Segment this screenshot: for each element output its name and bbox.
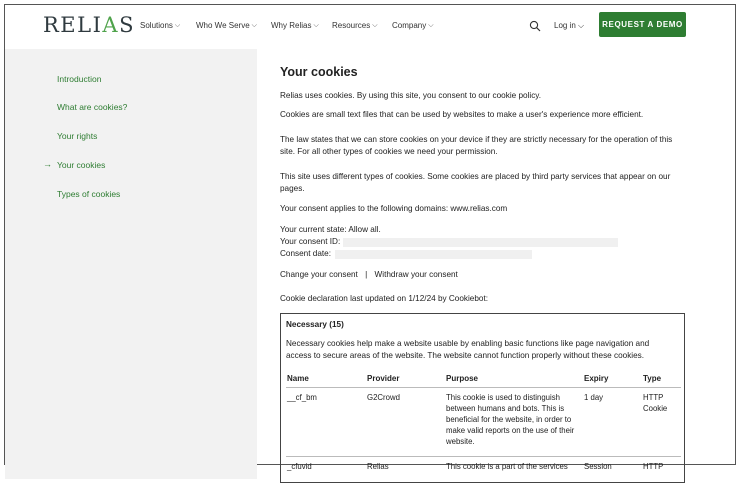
necessary-cookies-panel bbox=[280, 313, 685, 483]
chevron-down-icon: ⌵ bbox=[251, 21, 257, 29]
declaration-text: Cookie declaration last updated on 1/12/24 by Cookiebot: bbox=[280, 294, 489, 303]
consent-state: Your current state: Allow all. bbox=[280, 225, 381, 234]
row2-type: HTTP bbox=[643, 462, 664, 471]
paragraph-domains: Your consent applies to the following domains: www.relias.com bbox=[280, 204, 508, 213]
row1-purpose: This cookie is used to distinguish between humans and bots. This is beneficial for the website, in order to make valid reports on the use of their website. bbox=[446, 393, 575, 446]
nav-why-relias[interactable] bbox=[271, 21, 319, 30]
chevron-down-icon: ⌵ bbox=[174, 21, 181, 29]
column-header-purpose: Purpose bbox=[446, 374, 479, 383]
row2-provider[interactable]: Relias bbox=[367, 462, 389, 471]
consent-id-value-redacted bbox=[343, 238, 618, 247]
sidebar-item-introduction[interactable]: Introduction bbox=[57, 74, 102, 84]
row2-name: _cfuvid bbox=[287, 462, 312, 471]
search-icon[interactable] bbox=[529, 20, 541, 32]
sidebar-item-your-rights[interactable]: Your rights bbox=[57, 131, 98, 141]
row1-name: __cf_bm bbox=[287, 393, 317, 402]
row1-type: HTTP Cookie bbox=[643, 393, 668, 413]
row1-expiry: 1 day bbox=[584, 393, 604, 402]
sidebar-item-what-are-cookies[interactable]: What are cookies? bbox=[57, 102, 128, 112]
table-divider bbox=[286, 387, 681, 388]
table-divider bbox=[286, 456, 681, 457]
paragraph-types: This site uses different types of cookies. Some cookies are placed by third party services that appear on our pages. bbox=[280, 172, 671, 193]
link-separator: | bbox=[365, 270, 368, 279]
column-header-name: Name bbox=[287, 374, 309, 383]
sidebar-item-your-cookies[interactable]: Your cookies bbox=[57, 160, 106, 170]
paragraph-intro: Relias uses cookies. By using this site, you consent to our cookie policy. bbox=[280, 91, 542, 100]
consent-id-label: Your consent ID: bbox=[280, 237, 341, 246]
nav-solutions[interactable] bbox=[140, 21, 180, 30]
nav-who-we-serve[interactable] bbox=[196, 21, 257, 30]
nav-company[interactable] bbox=[392, 21, 434, 30]
nav-label: Company bbox=[392, 21, 427, 30]
site-header bbox=[5, 5, 735, 49]
nav-label: Why Relias bbox=[271, 21, 312, 30]
row2-expiry: Session bbox=[584, 462, 612, 471]
logo-text-1: RELI bbox=[43, 13, 103, 37]
nav-label: Who We Serve bbox=[196, 21, 250, 30]
login-link[interactable]: Log in ⌵ bbox=[554, 21, 585, 30]
withdraw-consent-link[interactable]: Withdraw your consent bbox=[374, 270, 458, 279]
page-title: Your cookies bbox=[280, 65, 358, 79]
necessary-title: Necessary (15) bbox=[286, 320, 344, 329]
chevron-down-icon: ⌵ bbox=[372, 21, 378, 29]
sidebar-item-types-of-cookies[interactable]: Types of cookies bbox=[57, 189, 121, 199]
nav-label: Solutions bbox=[140, 21, 173, 30]
request-demo-button[interactable]: REQUEST A DEMO bbox=[599, 12, 686, 37]
nav-label: Resources bbox=[332, 21, 371, 30]
paragraph-law: The law states that we can store cookies on your device if they are strictly necessary for the operation of this site. For all other types of cookies we need your permission. bbox=[280, 135, 673, 156]
necessary-description: Necessary cookies help make a website usable by enabling basic functions like page navigation and access to secure areas of the website. The website cannot function properly without these cookies. bbox=[286, 339, 650, 360]
column-header-provider: Provider bbox=[367, 374, 400, 383]
column-header-expiry: Expiry bbox=[584, 374, 609, 383]
consent-date-value-redacted bbox=[335, 250, 532, 259]
change-consent-link[interactable]: Change your consent bbox=[280, 270, 358, 279]
chevron-down-icon: ⌵ bbox=[313, 21, 319, 29]
logo-text-2: S bbox=[119, 13, 135, 37]
arrow-right-icon: → bbox=[43, 159, 52, 169]
row2-purpose: This cookie is a part of the services bbox=[446, 462, 568, 471]
consent-date-label: Consent date: bbox=[280, 249, 331, 258]
page-frame bbox=[4, 4, 736, 471]
nav-resources[interactable] bbox=[332, 21, 378, 30]
paragraph-cookies-definition: Cookies are small text files that can be used by websites to make a user's experience more efficient. bbox=[280, 110, 644, 119]
consent-actions bbox=[280, 269, 685, 281]
row1-provider[interactable]: G2Crowd bbox=[367, 393, 400, 402]
chevron-down-icon: ⌵ bbox=[428, 21, 434, 29]
column-header-type: Type bbox=[643, 374, 662, 383]
relias-logo[interactable] bbox=[43, 13, 135, 37]
sidebar bbox=[5, 49, 257, 479]
logo-text-accent: A bbox=[102, 13, 120, 37]
